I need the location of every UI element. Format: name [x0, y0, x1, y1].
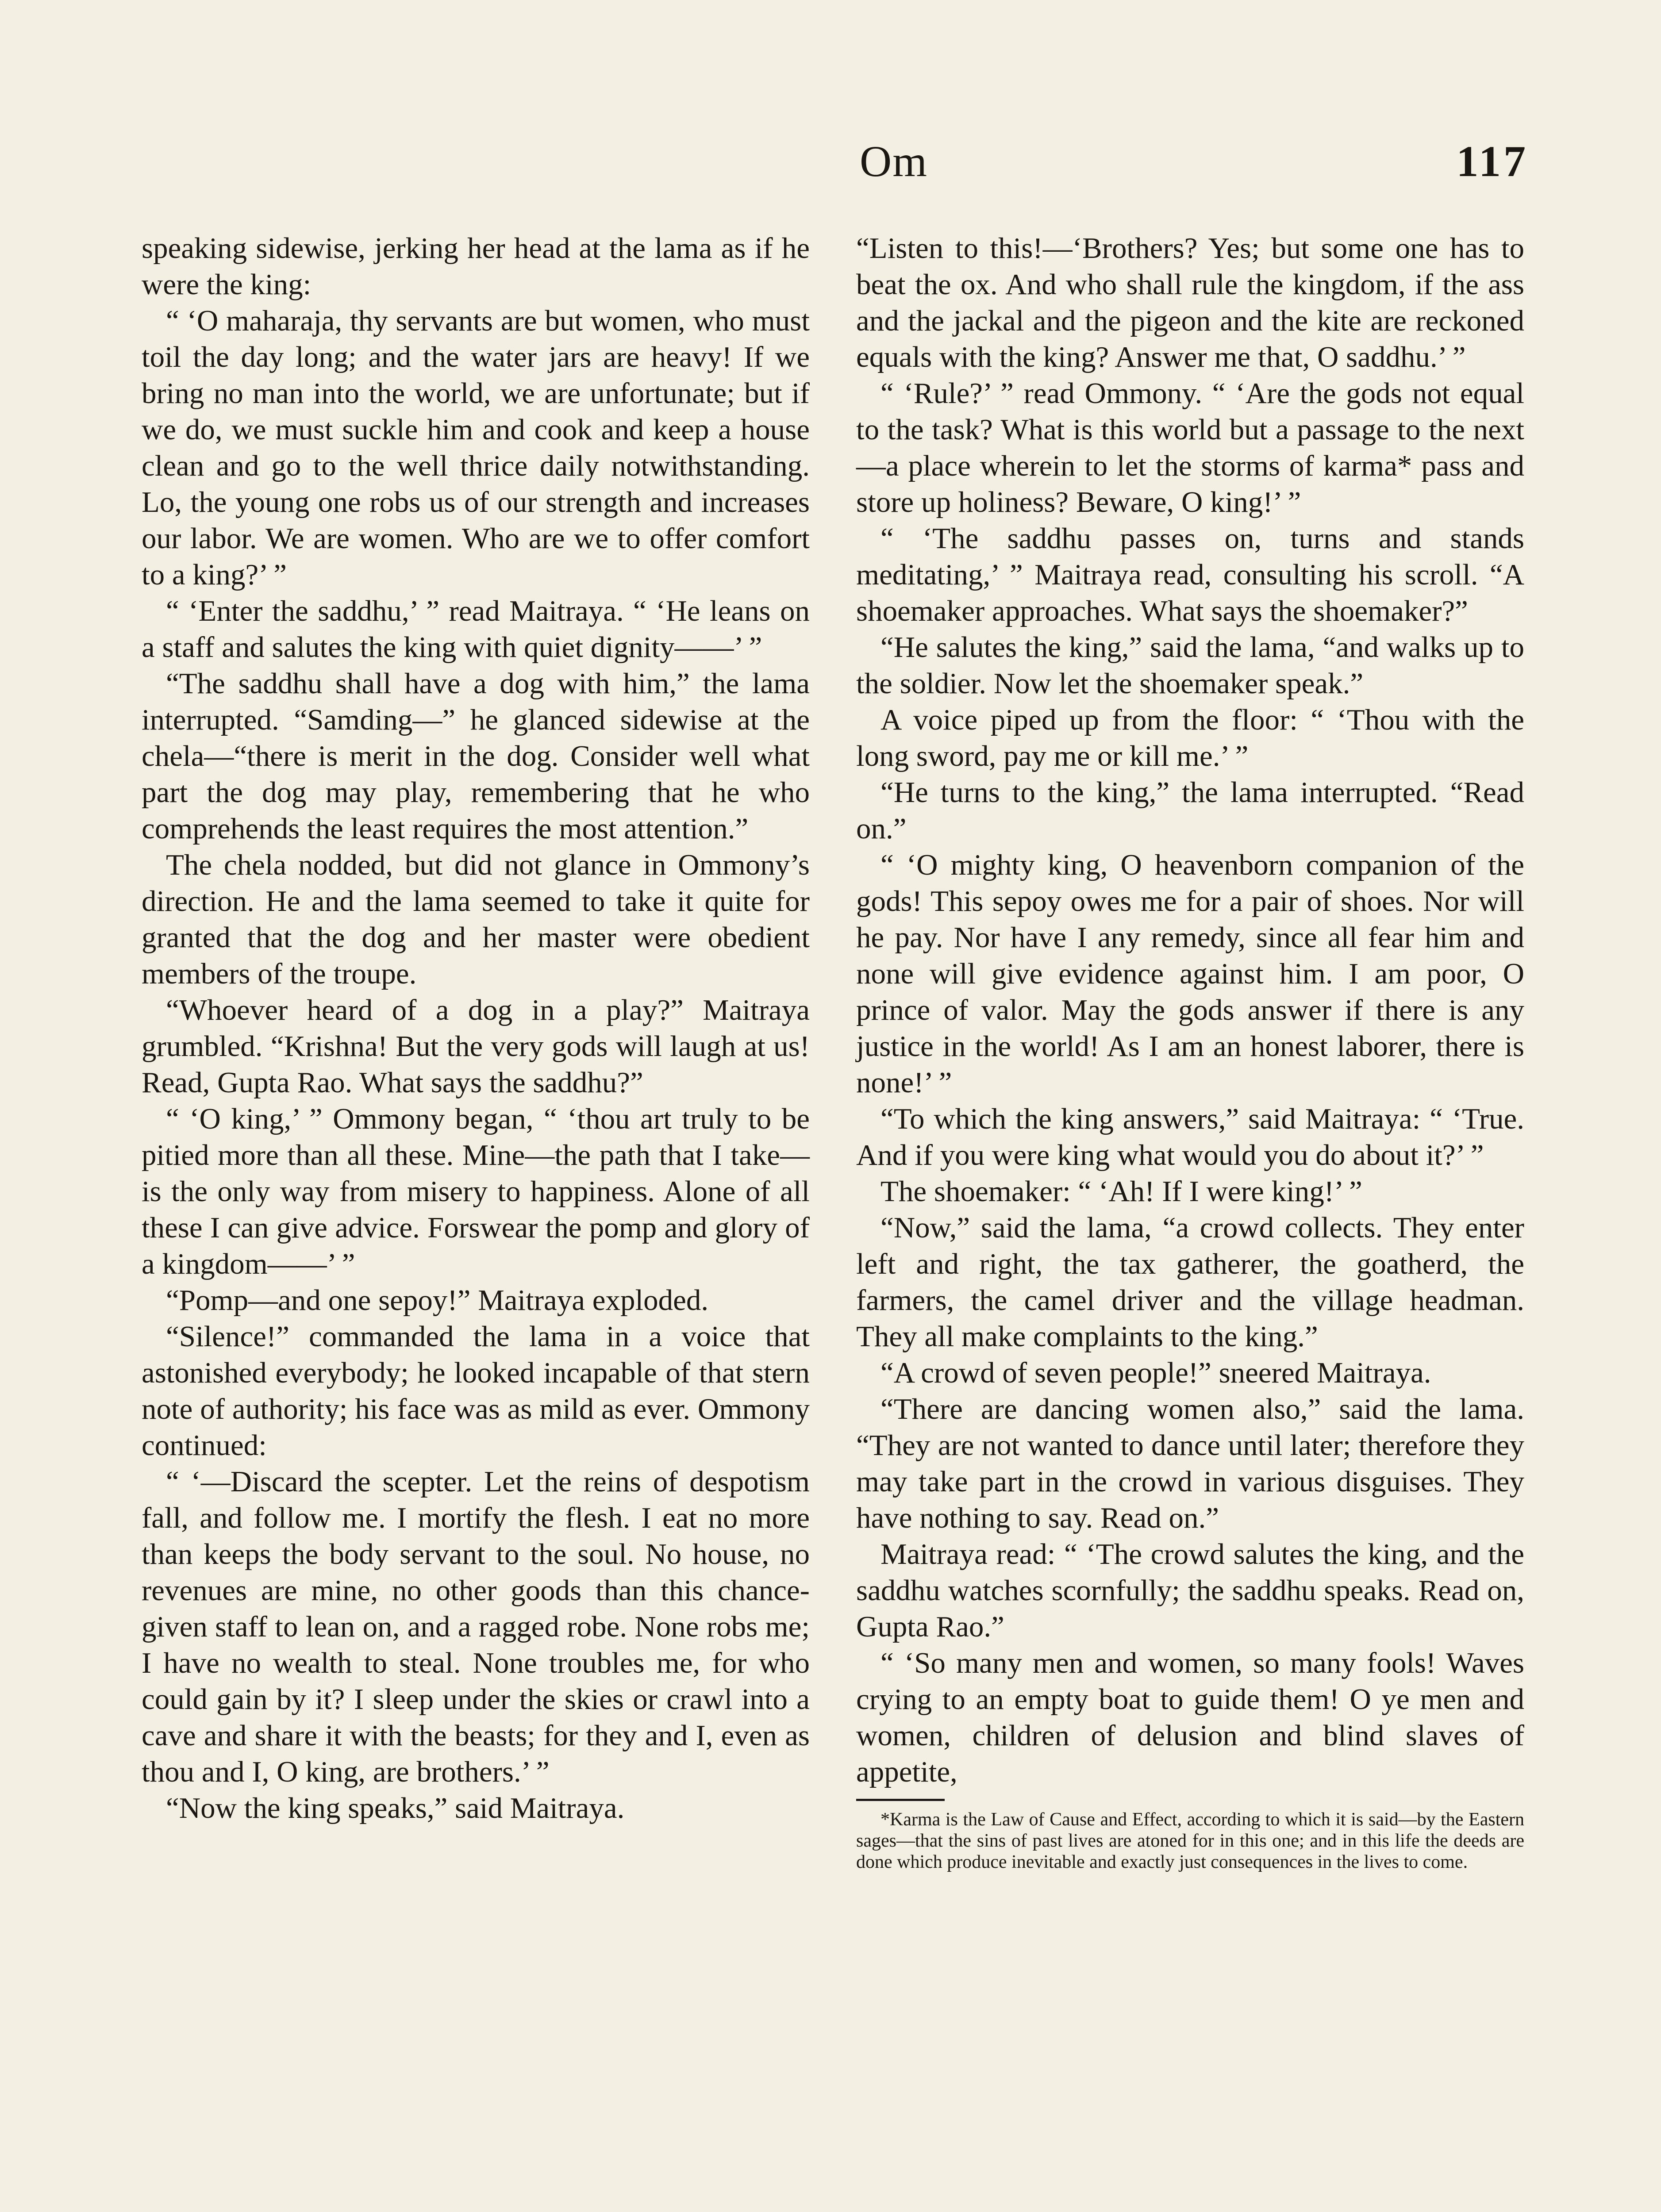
paragraph: speaking sidewise, jerking her head at the lama as if he were the king:: [142, 232, 810, 301]
paragraph: “There are dancing women also,” said the lama. “They are not wanted to dance until later; therefore they may take part in the crowd in various disguises. They have nothing to say. Read on.”: [856, 1393, 1524, 1534]
paragraph: “Listen to this!—‘Brothers? Yes; but some one has to beat the ox. And who shall rule the kingdom, if the ass and the jackal and the pigeon and the kite are reckoned equals with the king? Answer me that, O saddhu.’ ”: [856, 232, 1524, 373]
paragraph: “ ‘The saddhu passes on, turns and stands meditating,’ ” Maitraya read, consulting his scroll. “A shoemaker approaches. What says the shoemaker?”: [856, 522, 1524, 627]
paragraph: “ ‘—Discard the scepter. Let the reins of despotism fall, and follow me. I mortify the flesh. I eat no more than keeps the body servant to the soul. No house, no revenues are mine, no other goods than this chance-given staff to lean on, and a ragged robe. None robs me; I have no wealth to steal. None troubles me, for who could gain by it? I sleep under the skies or crawl into a cave and share it with the beasts; for they and I, even as thou and I, O king, are brothers.’ ”: [142, 1465, 810, 1788]
left-column: [142, 230, 810, 1826]
paragraph: Maitraya read: “ ‘The crowd salutes the king, and the saddhu watches scornfully; the saddhu speaks. Read on, Gupta Rao.”: [856, 1538, 1524, 1643]
page-number: 117: [1456, 137, 1528, 186]
paragraph: “To which the king answers,” said Maitraya: “ ‘True. And if you were king what would you do about it?’ ”: [856, 1102, 1524, 1171]
paragraph: “ ‘So many men and women, so many fools! Waves crying to an empty boat to guide them! O ye men and women, children of delusion and blind slaves of appetite,: [856, 1647, 1524, 1788]
running-head: [442, 133, 1528, 190]
paragraph: “Pomp—and one sepoy!” Maitraya exploded.: [166, 1284, 709, 1317]
paragraph: “ ‘O maharaja, thy servants are but women, who must toil the day long; and the water jars are heavy! If we bring no man into the world, we are unfortunate; but if we do, we must suckle him and cook and keep a house clean and go to the well thrice daily notwithstanding. Lo, the young one robs us of our strength and increases our labor. We are women. Who are we to offer comfort to a king?’ ”: [142, 304, 810, 591]
paragraph: “The saddhu shall have a dog with him,” the lama interrupted. “Samding—” he glanced sidewise at the chela—“there is merit in the dog. Consider well what part the dog may play, remembering that he who comprehends the least requires the most attention.”: [142, 667, 810, 845]
footnote-divider: [856, 1799, 945, 1801]
paragraph: The shoemaker: “ ‘Ah! If I were king!’ ”: [880, 1175, 1362, 1208]
paragraph: “Whoever heard of a dog in a play?” Maitraya grumbled. “Krishna! But the very gods will laugh at us! Read, Gupta Rao. What says the saddhu?”: [142, 994, 810, 1099]
right-column: [856, 230, 1524, 1873]
paragraph: “Now the king speaks,” said Maitraya.: [166, 1792, 625, 1824]
paragraph: “He turns to the king,” the lama interrupted. “Read on.”: [856, 776, 1524, 845]
paragraph: “ ‘O king,’ ” Ommony began, “ ‘thou art truly to be pitied more than all these. Mine—the path that I take—is the only way from misery to happiness. Alone of all these I can give advice. Forswear the pomp and glory of a kingdom——’ ”: [142, 1102, 810, 1280]
paragraph: “Silence!” commanded the lama in a voice that astonished everybody; he looked incapable of that stern note of authority; his face was as mild as ever. Ommony continued:: [142, 1320, 810, 1462]
paragraph: “ ‘Rule?’ ” read Ommony. “ ‘Are the gods not equal to the task? What is this world but a passage to the next—a place wherein to let the storms of karma* pass and store up holiness? Beware, O king!’ ”: [856, 377, 1524, 518]
paragraph: “He salutes the king,” said the lama, “and walks up to the soldier. Now let the shoemaker speak.”: [856, 631, 1524, 700]
paragraph: “ ‘Enter the saddhu,’ ” read Maitraya. “ ‘He leans on a staff and salutes the king with quiet dignity——’ ”: [142, 595, 810, 664]
running-title: Om: [860, 137, 928, 186]
paragraph: “A crowd of seven people!” sneered Maitraya.: [880, 1356, 1431, 1389]
paragraph: “Now,” said the lama, “a crowd collects. They enter left and right, the tax gatherer, the goatherd, the farmers, the camel driver and the village headman. They all make complaints to the king.”: [856, 1211, 1524, 1353]
footnote: *Karma is the Law of Cause and Effect, according to which it is said—by the Eastern sages—that the sins of past lives are atoned for in this one; and in this life the deeds are done which produce inevitable and exactly just consequences in the lives to come.: [856, 1809, 1524, 1872]
paragraph: A voice piped up from the floor: “ ‘Thou with the long sword, pay me or kill me.’ ”: [856, 703, 1524, 772]
paragraph: “ ‘O mighty king, O heavenborn companion of the gods! This sepoy owes me for a pair of shoes. Nor will he pay. Nor have I any remedy, since all fear him and none will give evidence against him. I am poor, O prince of valor. May the gods answer if there is any justice in the world! As I am an honest laborer, there is none!’ ”: [856, 849, 1524, 1099]
paragraph: The chela nodded, but did not glance in Ommony’s direction. He and the lama seemed to take it quite for granted that the dog and her master were obedient members of the troupe.: [142, 849, 810, 990]
